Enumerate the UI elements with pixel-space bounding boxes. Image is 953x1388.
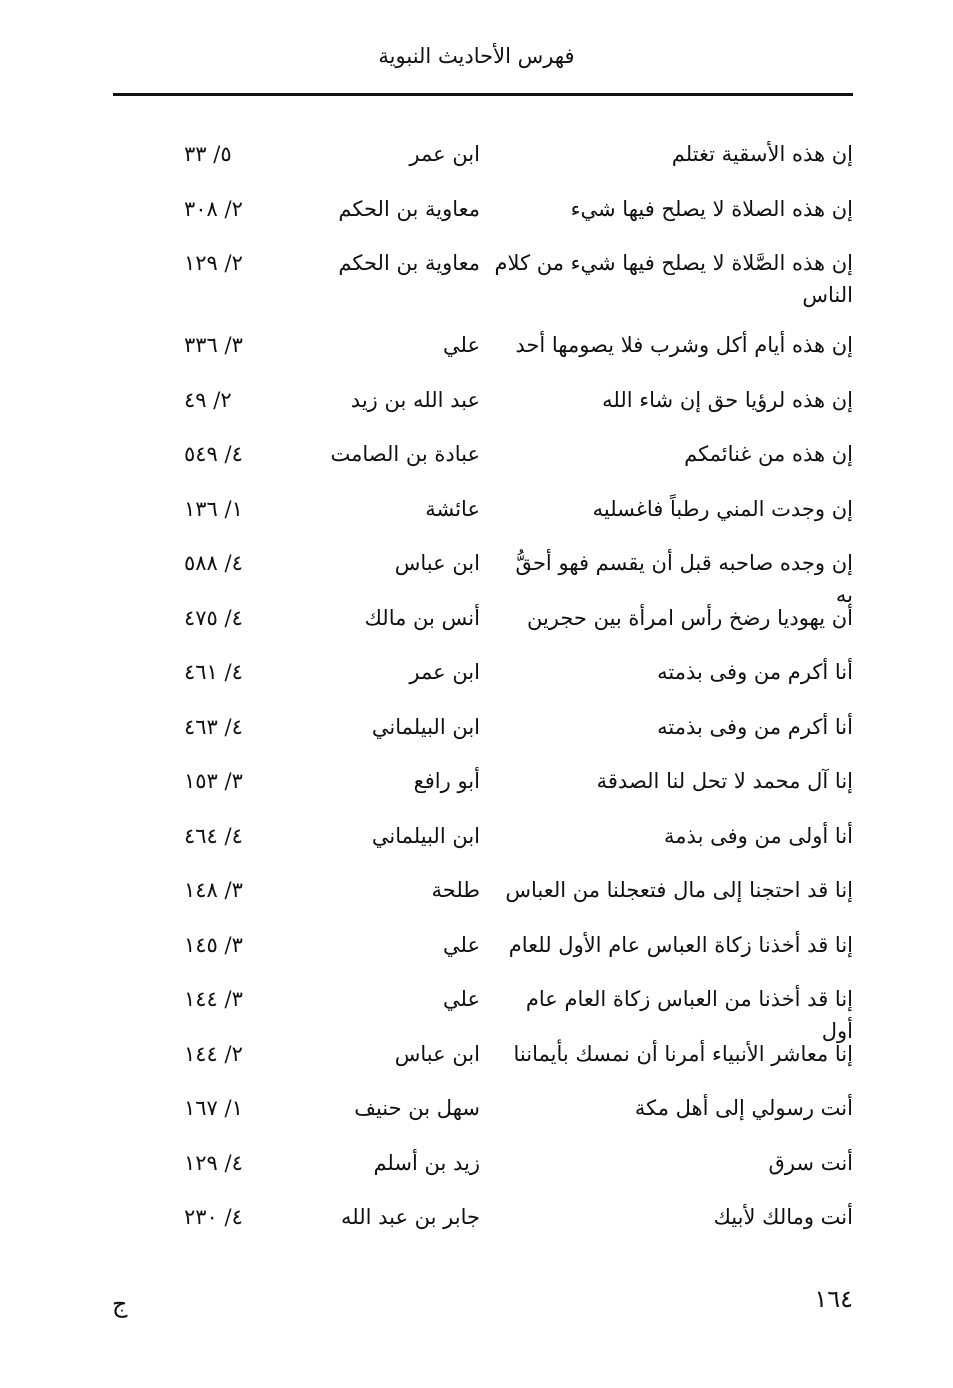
- hadith-text: إن وجدت المني رطباً فاغسليه: [592, 496, 853, 521]
- hadith-text: أنا أكرم من وفى بذمته: [657, 660, 853, 684]
- volume-page-reference: ٤/ ١٢٩: [184, 1150, 243, 1175]
- hadith-text: إن هذه الصلاة لا يصلح فيها شيء: [570, 196, 853, 221]
- narrator-name: طلحة: [431, 878, 480, 902]
- page-number: ١٦٤: [814, 1285, 853, 1313]
- volume-page-reference: ٥/ ٣٣: [184, 142, 232, 166]
- narrator-name: ابن عباس: [394, 551, 480, 575]
- narrator-name: ابن البيلماني: [371, 714, 480, 739]
- volume-page-reference: ١/ ١٣٦: [184, 496, 243, 521]
- hadith-text: أنت رسولي إلى أهل مكة: [634, 1096, 853, 1120]
- volume-page-reference: ٤/ ٤٦٣: [184, 714, 243, 739]
- volume-page-reference: ٤/ ٤٦٤: [184, 823, 243, 848]
- narrator-name: ابن عمر: [409, 660, 480, 684]
- hadith-text: أنت ومالك لأبيك: [713, 1205, 853, 1229]
- narrator-name: ابن البيلماني: [371, 823, 480, 848]
- hadith-text: أنا أكرم من وفى بذمته: [657, 714, 853, 739]
- list-item: [0, 703, 953, 758]
- list-item: [0, 921, 953, 976]
- volume-page-reference: ٤/ ٥٤٩: [184, 442, 243, 466]
- narrator-name: أنس بن مالك: [364, 605, 480, 630]
- hadith-text: أن يهوديا رضخ رأس امرأة بين حجرين: [526, 605, 853, 630]
- volume-page-reference: ٣/ ١٤٤: [184, 987, 243, 1011]
- hadith-text: إن هذه من غنائمكم: [684, 442, 853, 466]
- list-item: [0, 866, 953, 921]
- hadith-text: إن هذه الصَّلاة لا يصلح فيها شيء من كلام الناس: [494, 251, 853, 307]
- volume-page-reference: ٢/ ٣٠٨: [184, 196, 243, 221]
- list-item: [0, 321, 953, 376]
- hadith-text: إنا آل محمد لا تحل لنا الصدقة: [596, 769, 853, 793]
- narrator-name: أبو رافع: [413, 769, 480, 793]
- list-item: [0, 1193, 953, 1248]
- list-item: [0, 1084, 953, 1139]
- volume-page-reference: ٤/ ٤٧٥: [184, 605, 243, 630]
- hadith-text: إنا قد أخذنا زكاة العباس عام الأول للعام: [508, 932, 853, 957]
- volume-page-reference: ١/ ١٦٧: [184, 1096, 243, 1120]
- list-item: [0, 757, 953, 812]
- volume-page-reference: ٢/ ٤٩: [184, 387, 232, 412]
- hadith-index-list: [0, 130, 953, 1248]
- header-divider: [113, 93, 853, 96]
- hadith-text: إن هذه أيام أكل وشرب فلا يصومها أحد: [515, 333, 853, 357]
- hadith-text: إنا معاشر الأنبياء أمرنا أن نمسك بأيماننا: [513, 1041, 853, 1066]
- narrator-name: علي: [443, 333, 480, 357]
- volume-page-reference: ٤/ ٥٨٨: [184, 551, 243, 575]
- page-header-title: فهرس الأحاديث النبوية: [378, 44, 575, 68]
- hadith-text: إن هذه لرؤيا حق إن شاء الله: [602, 387, 853, 412]
- narrator-name: سهل بن حنيف: [354, 1096, 480, 1120]
- hadith-text: إن وجده صاحبه قبل أن يقسم فهو أحقُّ به: [515, 551, 853, 607]
- volume-page-reference: ٢/ ١٢٩: [184, 251, 243, 275]
- list-item: [0, 185, 953, 240]
- list-item: [0, 1030, 953, 1085]
- volume-page-reference: ٢/ ١٤٤: [184, 1041, 243, 1066]
- list-item: [0, 1139, 953, 1194]
- list-item: [0, 648, 953, 703]
- volume-letter: ج: [112, 1290, 128, 1318]
- narrator-name: معاوية بن الحكم: [338, 251, 480, 275]
- list-item: [0, 376, 953, 431]
- list-item: [0, 485, 953, 540]
- hadith-text: أنا أولى من وفى بذمة: [664, 823, 853, 848]
- hadith-text: إنا قد أخذنا من العباس زكاة العام عام أول: [525, 987, 853, 1043]
- list-item: [0, 975, 953, 1043]
- hadith-text: أنت سرق: [768, 1150, 853, 1175]
- volume-page-reference: ٤/ ٢٣٠: [184, 1205, 243, 1229]
- volume-page-reference: ٣/ ١٤٥: [184, 932, 243, 957]
- narrator-name: علي: [443, 932, 480, 957]
- list-item: [0, 130, 953, 185]
- narrator-name: عبادة بن الصامت: [330, 442, 480, 466]
- list-item: [0, 594, 953, 649]
- list-item: [0, 430, 953, 485]
- narrator-name: علي: [443, 987, 480, 1011]
- narrator-name: عبد الله بن زيد: [350, 387, 480, 412]
- volume-page-reference: ٣/ ١٤٨: [184, 878, 243, 902]
- narrator-name: معاوية بن الحكم: [338, 196, 480, 221]
- list-item: [0, 539, 953, 607]
- volume-page-reference: ٣/ ١٥٣: [184, 769, 243, 793]
- narrator-name: ابن عمر: [409, 142, 480, 166]
- volume-page-reference: ٤/ ٤٦١: [184, 660, 243, 684]
- narrator-name: زيد بن أسلم: [373, 1150, 480, 1175]
- hadith-text: إن هذه الأسقية تغتلم: [671, 142, 853, 166]
- narrator-name: ابن عباس: [394, 1041, 480, 1066]
- volume-page-reference: ٣/ ٣٣٦: [184, 333, 243, 357]
- narrator-name: عائشة: [425, 496, 480, 521]
- list-item: [0, 812, 953, 867]
- list-item: [0, 239, 953, 321]
- narrator-name: جابر بن عبد الله: [340, 1205, 480, 1229]
- hadith-text: إنا قد احتجنا إلى مال فتعجلنا من العباس: [505, 878, 853, 902]
